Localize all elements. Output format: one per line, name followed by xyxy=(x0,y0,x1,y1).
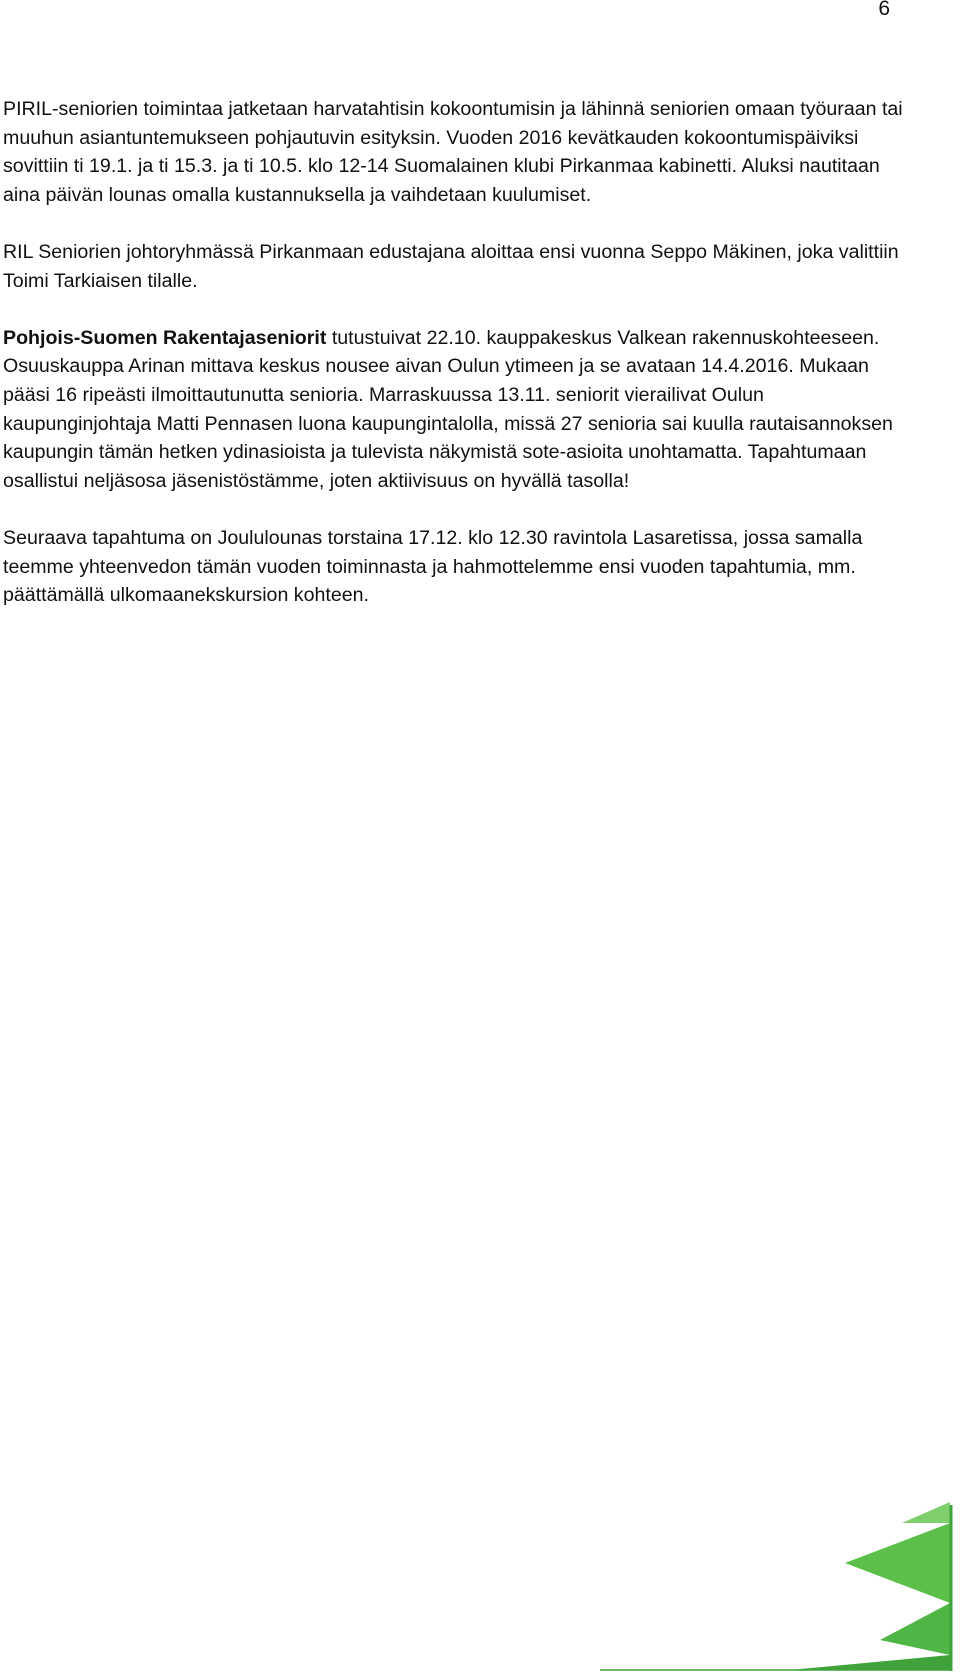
paragraph-text: Seuraava tapahtuma on Joululounas torstaina 17.12. klo 12.30 ravintola Lasaretissa, jossa samalla teemme yhteenvedon tämän vuoden toiminnasta ja hahmottelemme ensi vuoden tapahtumia, mm. päättämällä ulkomaanekskursion kohteen. xyxy=(3,526,863,607)
paragraph-text: tutustuivat 22.10. kauppakeskus Valkean rakennuskohteeseen. Osuuskauppa Arinan mittava keskus nousee aivan Oulun ytimeen ja se avataan 14.4.2016. Mukaan pääsi 16 ripeästi ilmoittautunutta senioria. Marraskuussa 13.11. seniorit vierailivat Oulun kaupunginjohtaja Matti Pennasen luona kaupungintalolla, missä 27 senioria sai kuulla rautaisannoksen kaupungin tämän hetken ydinasioista ja tulevista näkymistä sote-asioita unohtamatta. Tapahtumaan osallistui neljäsosa jäsenistöstämme, joten aktiivisuus on hyvällä tasolla! xyxy=(3,326,893,492)
page-number: 6 xyxy=(878,0,890,20)
logo-shapes xyxy=(600,1502,952,1671)
logo-bottom-wedge xyxy=(880,1603,950,1655)
logo-base-step xyxy=(790,1655,950,1670)
logo-top-wedge xyxy=(902,1502,950,1523)
paragraph-bold-lead: Pohjois-Suomen Rakentajaseniorit xyxy=(3,326,327,349)
paragraph-text: PIRIL-seniorien toimintaa jatketaan harvatahtisin kokoontumisin ja lähinnä seniorien omaan työuraan tai muuhun asiantuntemukseen pohjautuvin esityksin. Vuoden 2016 kevätkauden kokoontumispäiviksi sovittiin ti 19.1. ja ti 15.3. ja ti 10.5. klo 12-14 Suomalainen klubi Pirkanmaa kabinetti. Aluksi nautitaan aina päivän lounas omalla kustannuksella ja vaihdetaan kuulumiset. xyxy=(3,98,903,206)
logo-large-triangle xyxy=(845,1523,950,1603)
paragraph-text: RIL Seniorien johtoryhmässä Pirkanmaan edustajana aloittaa ensi vuonna Seppo Mäkinen, joka valittiin Toimi Tarkiaisen tilalle. xyxy=(3,240,899,292)
